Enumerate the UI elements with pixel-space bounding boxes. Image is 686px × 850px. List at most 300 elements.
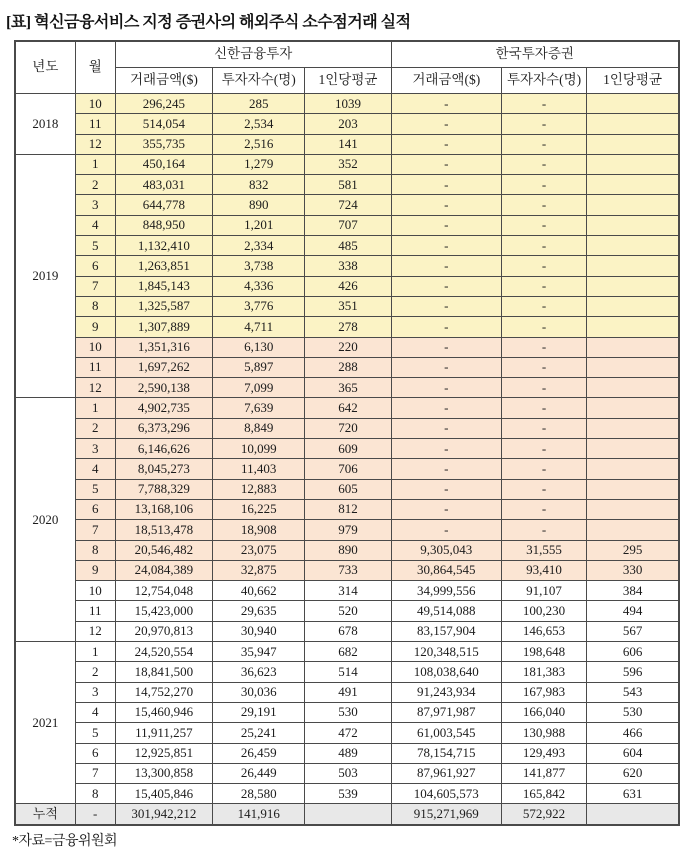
data-cell: - xyxy=(501,398,586,418)
table-row xyxy=(15,682,679,702)
month-cell: 11 xyxy=(75,114,115,134)
data-cell: - xyxy=(501,256,586,276)
data-cell: - xyxy=(391,439,501,459)
data-cell: 301,942,212 xyxy=(115,804,212,825)
month-cell: 10 xyxy=(75,581,115,601)
month-cell: 10 xyxy=(75,94,115,114)
data-cell: 720 xyxy=(305,418,391,438)
month-cell: 12 xyxy=(75,134,115,154)
data-cell: - xyxy=(391,520,501,540)
col-header-year: 년도 xyxy=(15,41,75,94)
results-table xyxy=(14,40,680,826)
data-cell: 61,003,545 xyxy=(391,723,501,743)
table-row xyxy=(15,662,679,682)
data-cell: 483,031 xyxy=(115,175,212,195)
data-cell: 2,590,138 xyxy=(115,378,212,398)
data-cell: 83,157,904 xyxy=(391,621,501,641)
data-cell: 604 xyxy=(587,743,679,763)
data-cell: 494 xyxy=(587,601,679,621)
col-header-korea-investors: 투자자수(명) xyxy=(501,68,586,94)
data-cell: - xyxy=(501,175,586,195)
col-header-korea-amount: 거래금액($) xyxy=(391,68,501,94)
month-cell: 2 xyxy=(75,418,115,438)
data-cell: 1,351,316 xyxy=(115,337,212,357)
year-cell: 2021 xyxy=(15,642,75,804)
data-cell: - xyxy=(501,134,586,154)
data-cell xyxy=(587,175,679,195)
year-cell: 2018 xyxy=(15,94,75,155)
data-cell: 130,988 xyxy=(501,723,586,743)
table-row xyxy=(15,195,679,215)
data-cell: 4,336 xyxy=(213,276,305,296)
table-row xyxy=(15,296,679,316)
month-cell: 10 xyxy=(75,337,115,357)
data-cell: 91,107 xyxy=(501,581,586,601)
data-cell: - xyxy=(501,357,586,377)
data-cell xyxy=(587,479,679,499)
data-cell: 120,348,515 xyxy=(391,642,501,662)
data-cell: 26,449 xyxy=(213,763,305,783)
data-cell: 18,841,500 xyxy=(115,662,212,682)
table-row xyxy=(15,134,679,154)
month-cell: 5 xyxy=(75,479,115,499)
data-cell: 24,084,389 xyxy=(115,560,212,580)
data-cell: - xyxy=(501,378,586,398)
data-cell: 203 xyxy=(305,114,391,134)
header-row-sub xyxy=(15,68,679,94)
data-cell: - xyxy=(391,276,501,296)
page-title: [표] 혁신금융서비스 지정 증권사의 해외주식 소수점거래 실적 xyxy=(6,14,411,31)
data-cell: 6,130 xyxy=(213,337,305,357)
data-cell xyxy=(587,459,679,479)
data-cell: 12,754,048 xyxy=(115,581,212,601)
data-cell: 7,639 xyxy=(213,398,305,418)
data-cell: 426 xyxy=(305,276,391,296)
data-cell: 181,383 xyxy=(501,662,586,682)
data-cell: 644,778 xyxy=(115,195,212,215)
data-cell: 832 xyxy=(213,175,305,195)
data-cell: 108,038,640 xyxy=(391,662,501,682)
data-cell: - xyxy=(391,134,501,154)
data-cell: - xyxy=(501,236,586,256)
data-cell xyxy=(305,804,391,825)
data-cell: 10,099 xyxy=(213,439,305,459)
data-cell: 23,075 xyxy=(213,540,305,560)
data-cell: 15,405,846 xyxy=(115,784,212,804)
data-cell: - xyxy=(391,236,501,256)
month-cell: 4 xyxy=(75,215,115,235)
data-cell: 40,662 xyxy=(213,581,305,601)
data-cell: 1,263,851 xyxy=(115,256,212,276)
data-cell: 1,845,143 xyxy=(115,276,212,296)
col-header-month: 월 xyxy=(75,41,115,94)
data-cell: 485 xyxy=(305,236,391,256)
data-cell: - xyxy=(391,195,501,215)
data-cell: - xyxy=(501,439,586,459)
table-row xyxy=(15,743,679,763)
month-cell: 3 xyxy=(75,682,115,702)
data-cell: 812 xyxy=(305,499,391,519)
data-cell: 20,970,813 xyxy=(115,621,212,641)
data-cell xyxy=(587,439,679,459)
data-cell: 491 xyxy=(305,682,391,702)
data-cell: - xyxy=(391,256,501,276)
data-cell: 198,648 xyxy=(501,642,586,662)
data-cell: 146,653 xyxy=(501,621,586,641)
data-cell xyxy=(587,499,679,519)
data-cell xyxy=(587,276,679,296)
data-cell: 7,099 xyxy=(213,378,305,398)
data-cell: - xyxy=(501,215,586,235)
data-cell: 32,875 xyxy=(213,560,305,580)
data-cell: - xyxy=(501,317,586,337)
month-cell: 2 xyxy=(75,175,115,195)
data-cell: 167,983 xyxy=(501,682,586,702)
data-cell: 572,922 xyxy=(501,804,586,825)
data-cell: 1,132,410 xyxy=(115,236,212,256)
data-cell: 11,403 xyxy=(213,459,305,479)
data-cell: 365 xyxy=(305,378,391,398)
data-cell: 596 xyxy=(587,662,679,682)
data-cell: 3,776 xyxy=(213,296,305,316)
data-cell: 1,201 xyxy=(213,215,305,235)
total-label-cell: 누적 xyxy=(15,804,75,825)
data-cell: 25,241 xyxy=(213,723,305,743)
data-cell: - xyxy=(391,337,501,357)
data-cell: 36,623 xyxy=(213,662,305,682)
data-cell: 165,842 xyxy=(501,784,586,804)
data-cell: - xyxy=(501,337,586,357)
data-cell: 609 xyxy=(305,439,391,459)
month-cell: 11 xyxy=(75,357,115,377)
data-cell: 314 xyxy=(305,581,391,601)
data-cell: 514 xyxy=(305,662,391,682)
data-cell: 503 xyxy=(305,763,391,783)
data-cell: - xyxy=(391,357,501,377)
table-row xyxy=(15,499,679,519)
data-cell xyxy=(587,357,679,377)
data-cell: 29,191 xyxy=(213,702,305,722)
data-cell: 4,902,735 xyxy=(115,398,212,418)
data-cell: 100,230 xyxy=(501,601,586,621)
data-cell: 605 xyxy=(305,479,391,499)
data-cell: 351 xyxy=(305,296,391,316)
data-cell: 606 xyxy=(587,642,679,662)
data-cell: 355,735 xyxy=(115,134,212,154)
data-cell: 35,947 xyxy=(213,642,305,662)
data-cell: 6,146,626 xyxy=(115,439,212,459)
data-cell: 29,635 xyxy=(213,601,305,621)
month-cell: 8 xyxy=(75,784,115,804)
data-cell: 166,040 xyxy=(501,702,586,722)
col-group-korea-investment: 한국투자증권 xyxy=(391,41,679,68)
data-cell xyxy=(587,520,679,540)
data-cell: 678 xyxy=(305,621,391,641)
data-cell: 14,752,270 xyxy=(115,682,212,702)
month-cell: 1 xyxy=(75,398,115,418)
table-row xyxy=(15,723,679,743)
data-cell: 141,916 xyxy=(213,804,305,825)
data-cell xyxy=(587,378,679,398)
table-row xyxy=(15,479,679,499)
data-cell: - xyxy=(501,94,586,114)
data-cell: 12,925,851 xyxy=(115,743,212,763)
data-cell: 890 xyxy=(305,540,391,560)
data-cell: 30,864,545 xyxy=(391,560,501,580)
month-cell: 8 xyxy=(75,540,115,560)
table-row xyxy=(15,784,679,804)
data-cell: 1039 xyxy=(305,94,391,114)
table-row xyxy=(15,317,679,337)
data-cell: 514,054 xyxy=(115,114,212,134)
data-cell: 78,154,715 xyxy=(391,743,501,763)
month-cell: 7 xyxy=(75,276,115,296)
month-cell: 6 xyxy=(75,499,115,519)
table-row xyxy=(15,763,679,783)
month-cell: 9 xyxy=(75,560,115,580)
table-row xyxy=(15,94,679,114)
data-cell xyxy=(587,317,679,337)
col-header-shinhan-amount: 거래금액($) xyxy=(115,68,212,94)
data-cell: - xyxy=(501,459,586,479)
data-cell: 24,520,554 xyxy=(115,642,212,662)
data-cell: 1,307,889 xyxy=(115,317,212,337)
table-row xyxy=(15,439,679,459)
col-header-korea-average: 1인당평균 xyxy=(587,68,679,94)
data-cell: 91,243,934 xyxy=(391,682,501,702)
data-cell: 7,788,329 xyxy=(115,479,212,499)
data-cell: 278 xyxy=(305,317,391,337)
data-cell: - xyxy=(391,94,501,114)
data-cell: 352 xyxy=(305,154,391,174)
data-cell: 543 xyxy=(587,682,679,702)
month-cell: 12 xyxy=(75,621,115,641)
month-cell: 2 xyxy=(75,662,115,682)
data-cell: - xyxy=(391,398,501,418)
data-cell: 530 xyxy=(305,702,391,722)
data-cell: 915,271,969 xyxy=(391,804,501,825)
data-cell: 1,325,587 xyxy=(115,296,212,316)
data-cell: - xyxy=(391,317,501,337)
data-cell: 87,971,987 xyxy=(391,702,501,722)
data-cell: - xyxy=(391,175,501,195)
table-row xyxy=(15,236,679,256)
table-row xyxy=(15,215,679,235)
data-cell: 28,580 xyxy=(213,784,305,804)
data-cell: 49,514,088 xyxy=(391,601,501,621)
month-cell: 4 xyxy=(75,702,115,722)
data-cell: - xyxy=(391,459,501,479)
total-row xyxy=(15,804,679,825)
data-cell: 848,950 xyxy=(115,215,212,235)
data-cell xyxy=(587,804,679,825)
table-row xyxy=(15,154,679,174)
data-cell: - xyxy=(501,296,586,316)
table-row xyxy=(15,337,679,357)
col-group-shinhan: 신한금융투자 xyxy=(115,41,391,68)
data-cell: - xyxy=(501,114,586,134)
data-cell: 2,334 xyxy=(213,236,305,256)
col-header-shinhan-average: 1인당평균 xyxy=(305,68,391,94)
data-cell: 9,305,043 xyxy=(391,540,501,560)
data-cell: 8,849 xyxy=(213,418,305,438)
data-cell: 26,459 xyxy=(213,743,305,763)
data-cell: 15,423,000 xyxy=(115,601,212,621)
table-row xyxy=(15,581,679,601)
month-cell: 3 xyxy=(75,195,115,215)
data-cell: - xyxy=(391,215,501,235)
table-row xyxy=(15,256,679,276)
data-cell: 2,534 xyxy=(213,114,305,134)
data-cell xyxy=(587,154,679,174)
data-cell: 567 xyxy=(587,621,679,641)
table-row xyxy=(15,276,679,296)
data-cell xyxy=(587,215,679,235)
table-row xyxy=(15,601,679,621)
data-cell: 466 xyxy=(587,723,679,743)
data-cell: 707 xyxy=(305,215,391,235)
data-cell: 530 xyxy=(587,702,679,722)
data-cell: 520 xyxy=(305,601,391,621)
data-cell: 141 xyxy=(305,134,391,154)
data-cell: 890 xyxy=(213,195,305,215)
data-cell: 631 xyxy=(587,784,679,804)
table-row xyxy=(15,175,679,195)
month-cell: 4 xyxy=(75,459,115,479)
data-cell: 12,883 xyxy=(213,479,305,499)
month-cell: 5 xyxy=(75,723,115,743)
data-cell: - xyxy=(391,499,501,519)
data-cell: 141,877 xyxy=(501,763,586,783)
data-cell: 2,516 xyxy=(213,134,305,154)
data-cell: 1,697,262 xyxy=(115,357,212,377)
data-cell xyxy=(587,418,679,438)
data-cell: - xyxy=(501,154,586,174)
data-cell: 3,738 xyxy=(213,256,305,276)
data-cell: - xyxy=(391,296,501,316)
data-cell: 8,045,273 xyxy=(115,459,212,479)
data-cell: 682 xyxy=(305,642,391,662)
month-cell: 6 xyxy=(75,743,115,763)
data-cell xyxy=(587,134,679,154)
data-cell: 330 xyxy=(587,560,679,580)
month-cell: 12 xyxy=(75,378,115,398)
data-cell: 13,300,858 xyxy=(115,763,212,783)
data-cell: 450,164 xyxy=(115,154,212,174)
data-cell: 384 xyxy=(587,581,679,601)
year-cell: 2019 xyxy=(15,154,75,398)
data-cell: 6,373,296 xyxy=(115,418,212,438)
data-cell: 104,605,573 xyxy=(391,784,501,804)
data-cell: 87,961,927 xyxy=(391,763,501,783)
data-cell: 1,279 xyxy=(213,154,305,174)
data-cell: 30,036 xyxy=(213,682,305,702)
data-cell: 642 xyxy=(305,398,391,418)
data-cell: 288 xyxy=(305,357,391,377)
month-cell: 6 xyxy=(75,256,115,276)
data-cell xyxy=(587,256,679,276)
data-cell: - xyxy=(391,378,501,398)
table-row xyxy=(15,702,679,722)
data-cell xyxy=(587,195,679,215)
data-cell: 5,897 xyxy=(213,357,305,377)
data-cell: 18,908 xyxy=(213,520,305,540)
data-cell: 620 xyxy=(587,763,679,783)
data-cell xyxy=(587,236,679,256)
month-cell: 1 xyxy=(75,154,115,174)
data-cell: - xyxy=(501,418,586,438)
month-cell: 11 xyxy=(75,601,115,621)
month-cell: - xyxy=(75,804,115,825)
data-cell: - xyxy=(501,499,586,519)
data-cell: 13,168,106 xyxy=(115,499,212,519)
data-cell: 295 xyxy=(587,540,679,560)
month-cell: 5 xyxy=(75,236,115,256)
table-row xyxy=(15,520,679,540)
month-cell: 7 xyxy=(75,520,115,540)
month-cell: 8 xyxy=(75,296,115,316)
data-cell xyxy=(587,296,679,316)
data-cell: 15,460,946 xyxy=(115,702,212,722)
data-cell: - xyxy=(391,114,501,134)
data-cell: 724 xyxy=(305,195,391,215)
data-cell: 220 xyxy=(305,337,391,357)
table-row xyxy=(15,357,679,377)
month-cell: 9 xyxy=(75,317,115,337)
data-cell: 20,546,482 xyxy=(115,540,212,560)
month-cell: 1 xyxy=(75,642,115,662)
data-cell: 706 xyxy=(305,459,391,479)
data-cell: 581 xyxy=(305,175,391,195)
data-cell: 539 xyxy=(305,784,391,804)
header-row-groups xyxy=(15,41,679,68)
table-row xyxy=(15,378,679,398)
data-cell: - xyxy=(391,418,501,438)
data-cell: 285 xyxy=(213,94,305,114)
data-cell: 472 xyxy=(305,723,391,743)
data-cell xyxy=(587,114,679,134)
data-cell: 296,245 xyxy=(115,94,212,114)
data-cell: - xyxy=(501,479,586,499)
table-row xyxy=(15,540,679,560)
data-cell: 489 xyxy=(305,743,391,763)
data-cell: 979 xyxy=(305,520,391,540)
data-cell: - xyxy=(391,479,501,499)
data-cell: - xyxy=(391,154,501,174)
data-cell: 93,410 xyxy=(501,560,586,580)
source-note: *자료=금융위원회 xyxy=(12,833,118,849)
data-cell: 18,513,478 xyxy=(115,520,212,540)
table-row xyxy=(15,621,679,641)
data-cell: 733 xyxy=(305,560,391,580)
data-cell: 34,999,556 xyxy=(391,581,501,601)
data-cell: - xyxy=(501,520,586,540)
data-cell: - xyxy=(501,276,586,296)
table-row xyxy=(15,560,679,580)
table-row xyxy=(15,398,679,418)
data-cell xyxy=(587,94,679,114)
month-cell: 7 xyxy=(75,763,115,783)
table-row xyxy=(15,114,679,134)
month-cell: 3 xyxy=(75,439,115,459)
data-cell: 31,555 xyxy=(501,540,586,560)
table-row xyxy=(15,642,679,662)
data-cell xyxy=(587,398,679,418)
data-cell: 4,711 xyxy=(213,317,305,337)
col-header-shinhan-investors: 투자자수(명) xyxy=(213,68,305,94)
table-row xyxy=(15,459,679,479)
data-cell xyxy=(587,337,679,357)
